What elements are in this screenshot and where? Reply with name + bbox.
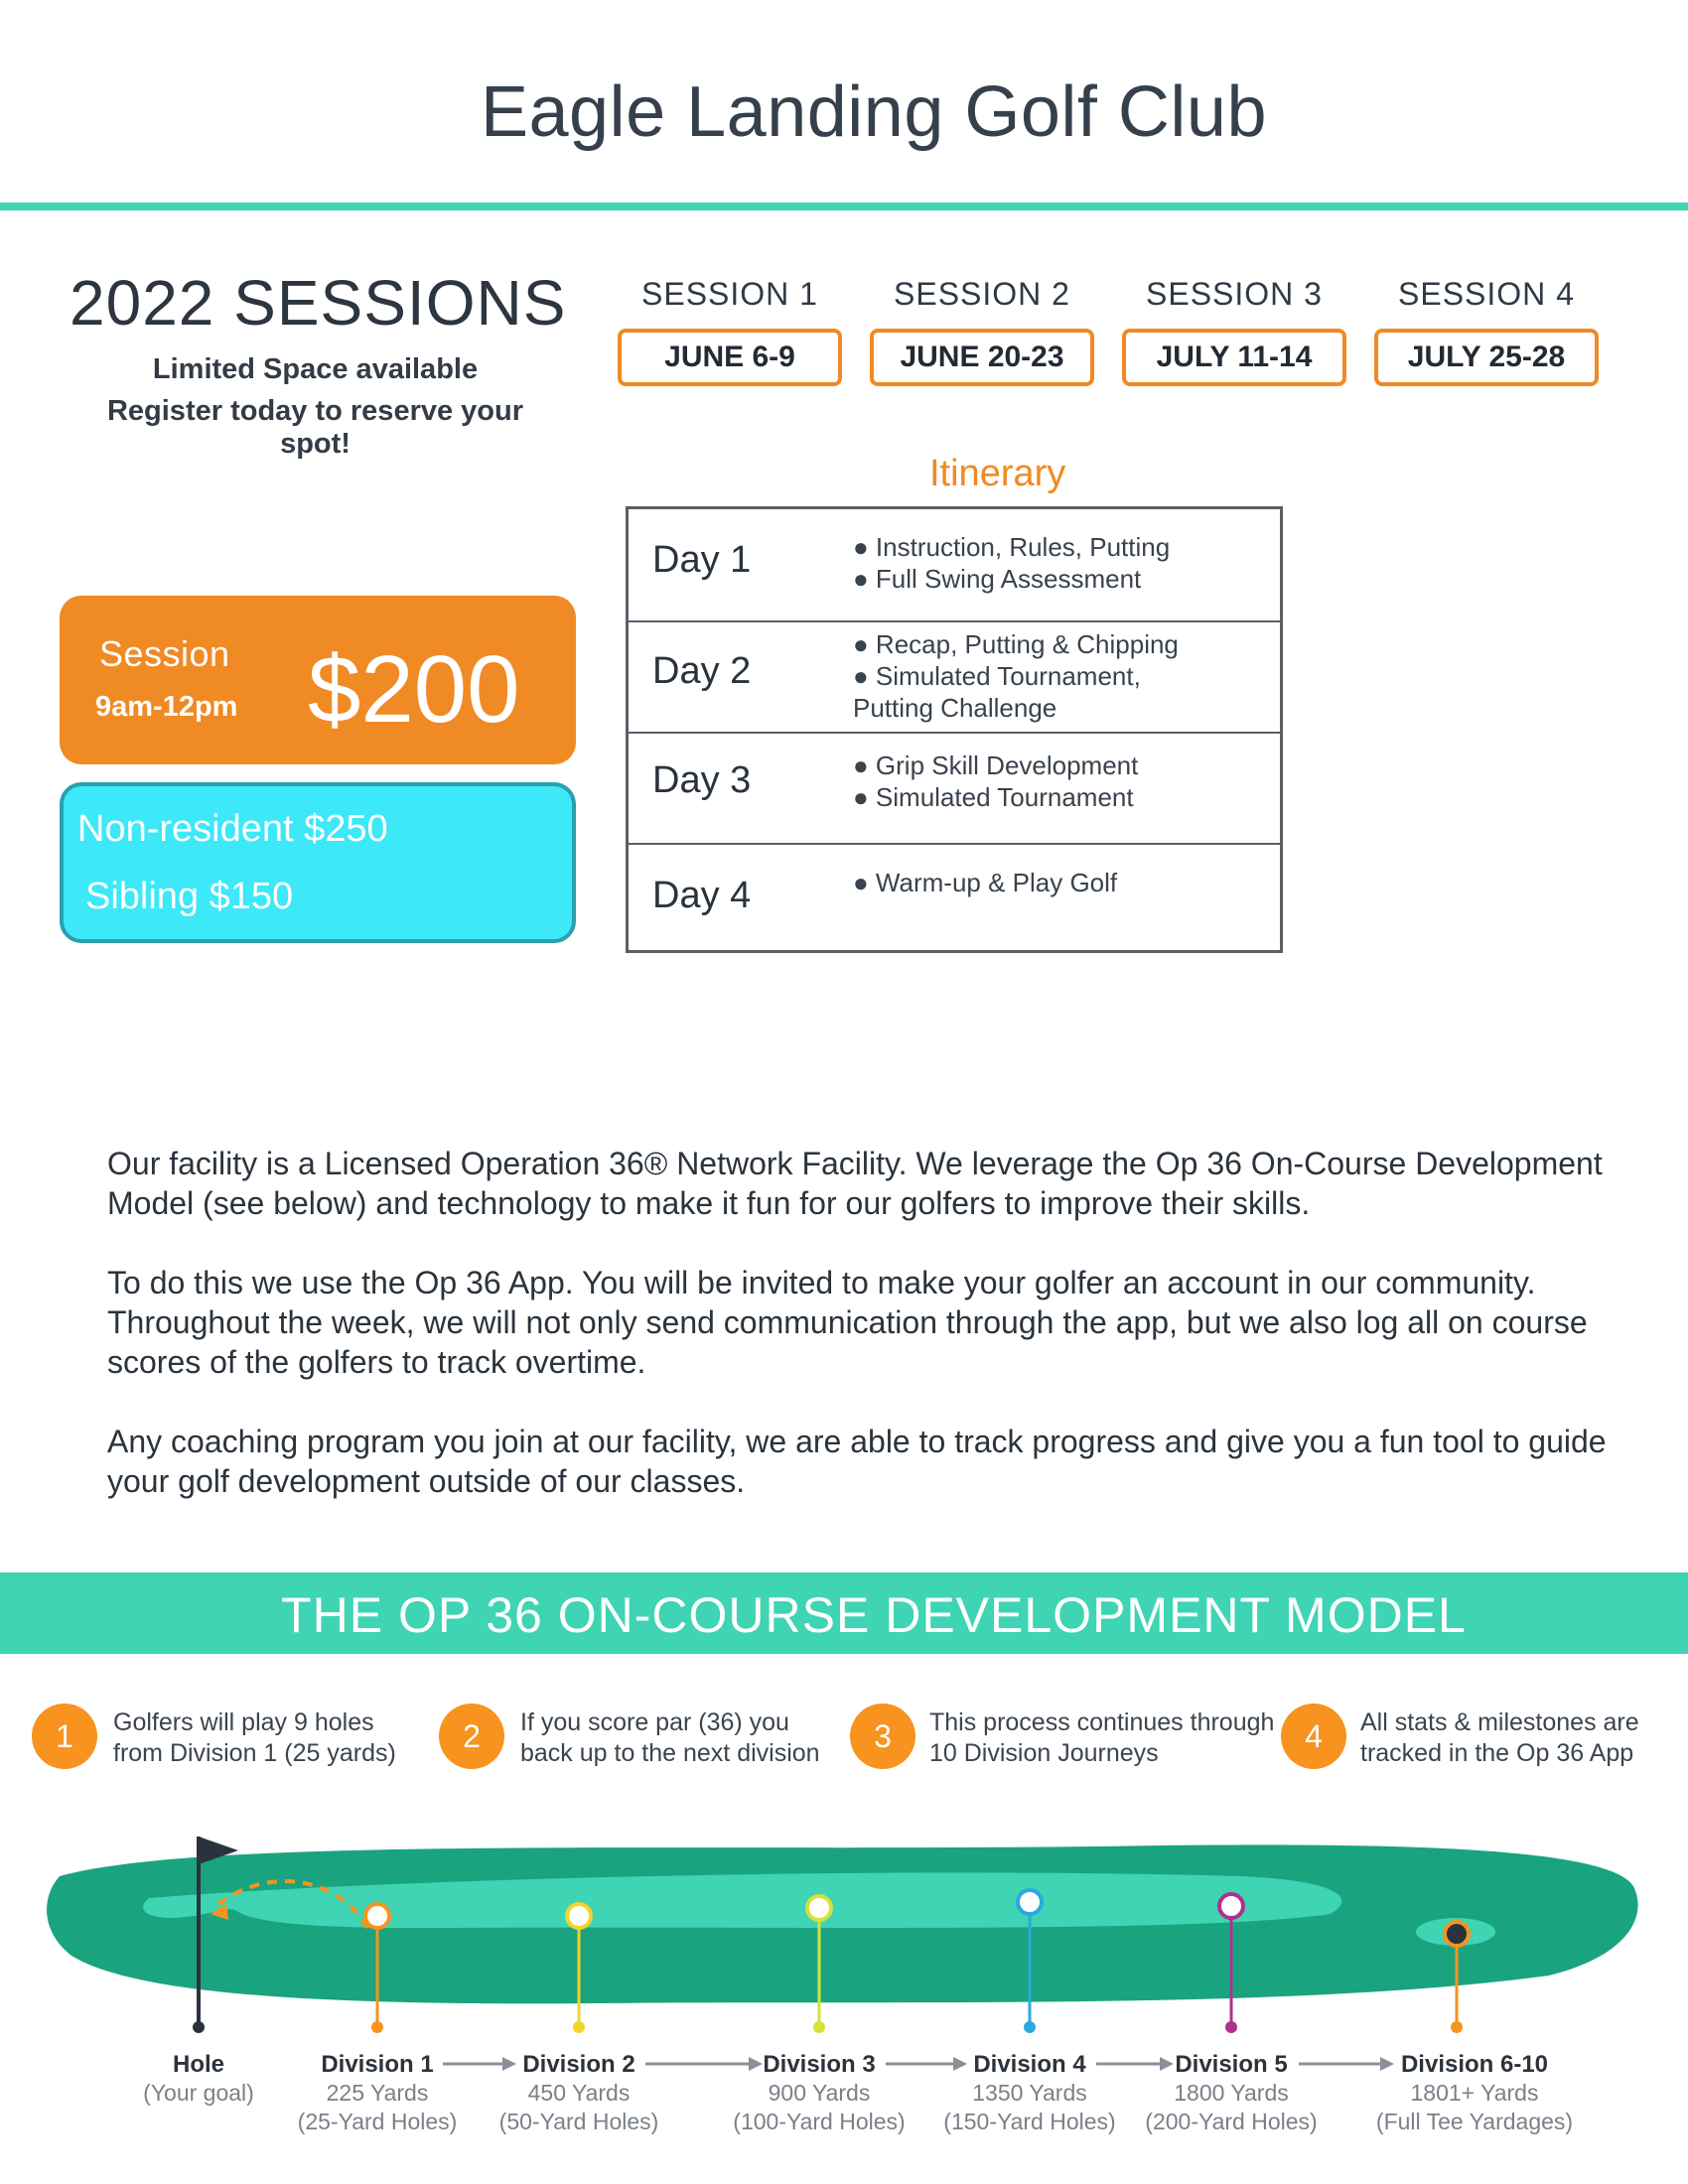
itinerary-row-day-2 [629, 622, 1280, 734]
header-divider [0, 203, 1688, 210]
golf-course-illustration [0, 1807, 1688, 2055]
app-paragraph: To do this we use the Op 36 App. You will be invited to make your golfer an account in our community. Throughout the week, we will not only send communication through the app, but we also log all on course scores of the golfers to track overtime. [107, 1265, 1588, 1380]
price-amount: $200 [308, 636, 520, 743]
step-number-3: 3 [850, 1704, 915, 1769]
division-label-1 [283, 2051, 472, 2136]
limited-space-note: Limited Space available [152, 353, 479, 385]
step-line: This process continues through [929, 1708, 1275, 1736]
itinerary-day: Day 2 [652, 650, 752, 692]
session-dates: JULY 25-28 [1374, 329, 1599, 386]
register-note: Register today to reserve your spot! [106, 395, 524, 460]
club-title: Eagle Landing Golf Club [480, 72, 1268, 152]
itinerary-day: Day 4 [652, 875, 752, 916]
itinerary-row-day-3 [629, 734, 1280, 845]
step-number-1: 1 [32, 1704, 97, 1769]
step-line: All stats & milestones are [1360, 1708, 1639, 1736]
itinerary-items [853, 628, 1179, 724]
session-label: SESSION 4 [1398, 276, 1575, 312]
step-line: from Division 1 (25 yards) [113, 1739, 396, 1767]
model-title: THE OP 36 ON-COURSE DEVELOPMENT MODEL [281, 1587, 1467, 1643]
session-3 [1122, 276, 1346, 386]
session-2 [870, 276, 1094, 386]
division-label-2 [485, 2051, 673, 2136]
hole-marker [193, 2021, 205, 2033]
itinerary-item: ● Full Swing Assessment [853, 564, 1142, 594]
division-holes: (200-Yard Holes) [1145, 2109, 1318, 2134]
itinerary-items [853, 750, 1138, 813]
division-yards: 1801+ Yards [1410, 2080, 1539, 2106]
session-label: SESSION 3 [1146, 276, 1323, 312]
division-yards: 900 Yards [768, 2080, 871, 2106]
price-label: Session [99, 633, 230, 674]
division-holes: (50-Yard Holes) [498, 2109, 659, 2134]
division-holes: (150-Yard Holes) [943, 2109, 1116, 2134]
itinerary-row-day-1 [629, 509, 1280, 622]
step-line: 10 Division Journeys [929, 1739, 1159, 1767]
session-4 [1374, 276, 1599, 386]
step-line: Golfers will play 9 holes [113, 1708, 374, 1736]
itinerary-items [853, 531, 1170, 595]
session-label: SESSION 2 [894, 276, 1070, 312]
step-line: tracked in the Op 36 App [1360, 1739, 1634, 1767]
division-label-6-10 [1360, 2051, 1589, 2136]
session-price-box [60, 596, 576, 764]
division-label-3 [715, 2051, 923, 2136]
itinerary-item: ● Simulated Tournament [853, 782, 1134, 812]
division-name: Division 2 [522, 2051, 635, 2078]
division-holes: (Full Tee Yardages) [1375, 2109, 1574, 2134]
division-yards: 1800 Yards [1174, 2080, 1289, 2106]
step-number-4: 4 [1281, 1704, 1346, 1769]
division-name: Division 3 [763, 2051, 876, 2078]
session-dates: JULY 11-14 [1122, 329, 1346, 386]
division-label-4 [925, 2051, 1134, 2136]
session-label: SESSION 1 [641, 276, 818, 312]
division-yards: 1350 Yards [972, 2080, 1087, 2106]
itinerary-row-day-4 [629, 845, 1280, 950]
hole-name: Hole [172, 2051, 224, 2078]
division-name: Division 6-10 [1400, 2051, 1549, 2078]
division-label-5 [1127, 2051, 1336, 2136]
sibling-price: Sibling $150 [85, 876, 294, 917]
itinerary-item: ● Recap, Putting & Chipping [853, 629, 1179, 659]
price-hours: 9am-12pm [95, 691, 238, 723]
hole-label [109, 2051, 288, 2108]
itinerary-item: ● Warm-up & Play Golf [853, 868, 1118, 897]
step-number-2: 2 [439, 1704, 504, 1769]
division-name: Division 5 [1175, 2051, 1288, 2078]
session-dates: JUNE 20-23 [870, 329, 1094, 386]
alternate-price-box [60, 782, 576, 943]
step-text-3 [929, 1707, 1274, 1769]
division-yards: 450 Yards [527, 2080, 631, 2106]
itinerary-item: ● Grip Skill Development [853, 751, 1139, 780]
coaching-paragraph: Any coaching program you join at our facility, we are able to track progress and give you a fun tool to guide your golf development outside of our classes. [107, 1424, 1607, 1499]
sessions-title: 2022 SESSIONS [70, 267, 567, 339]
step-text-1 [113, 1707, 396, 1769]
division-name: Division 4 [973, 2051, 1086, 2078]
itinerary-items [853, 867, 1117, 898]
itinerary-title: Itinerary [929, 453, 1066, 494]
facility-paragraph: Our facility is a Licensed Operation 36® Network Facility. We leverage the Op 36 On-Course Development Model (see below) and technology to make it fun for our golfers to improve their skills. [107, 1146, 1603, 1221]
division-holes: (100-Yard Holes) [733, 2109, 906, 2134]
nonresident-price: Non-resident $250 [77, 808, 388, 850]
itinerary-day: Day 3 [652, 759, 752, 801]
itinerary-day: Day 1 [652, 539, 752, 581]
step-text-2 [520, 1707, 820, 1769]
division-name: Division 1 [321, 2051, 434, 2078]
step-line: If you score par (36) you [520, 1708, 789, 1736]
itinerary-table [626, 506, 1283, 953]
itinerary-item: ● Simulated Tournament, [853, 661, 1141, 691]
itinerary-item: Putting Challenge [853, 693, 1057, 723]
step-text-4 [1360, 1707, 1639, 1769]
session-dates: JUNE 6-9 [618, 329, 842, 386]
step-line: back up to the next division [520, 1739, 820, 1767]
division-holes: (25-Yard Holes) [297, 2109, 458, 2134]
itinerary-item: ● Instruction, Rules, Putting [853, 532, 1171, 562]
session-1 [618, 276, 842, 386]
division-yards: 225 Yards [326, 2080, 429, 2106]
hole-sub: (Your goal) [143, 2080, 254, 2106]
